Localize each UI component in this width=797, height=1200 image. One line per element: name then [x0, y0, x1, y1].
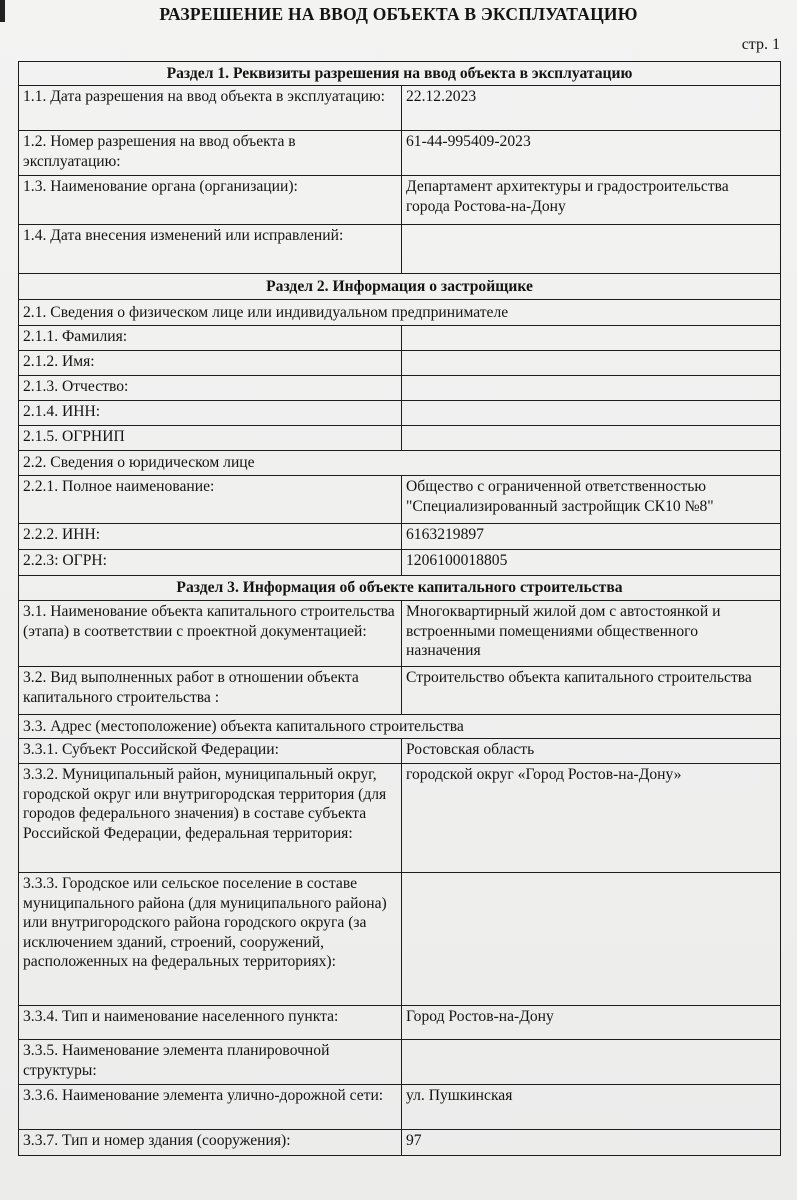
field-value: Общество с ограниченной ответственностью "Специализированный застройщик СК10 №8": [402, 476, 781, 524]
field-value: 22.12.2023: [402, 86, 781, 131]
field-value: [402, 426, 781, 451]
form-row: [19, 376, 781, 401]
field-label: 1.1. Дата разрешения на ввод объекта в эксплуатацию:: [19, 86, 402, 131]
document-title: РАЗРЕШЕНИЕ НА ВВОД ОБЪЕКТА В ЭКСПЛУАТАЦИЮ: [159, 4, 638, 24]
subsection-label: 3.3. Адрес (местоположение) объекта капитального строительства: [19, 715, 781, 739]
field-value: [402, 351, 781, 376]
field-label: 3.3.1. Субъект Российской Федерации:: [19, 739, 402, 764]
form-row: [19, 451, 781, 476]
page-number: стр. 1: [741, 36, 780, 53]
form-row: [19, 601, 781, 667]
field-label: 2.1.4. ИНН:: [19, 401, 402, 426]
field-value: Департамент архитектуры и градостроительства города Ростова-на-Дону: [402, 176, 781, 225]
field-value: ул. Пушкинская: [402, 1085, 781, 1130]
form-row: [19, 1085, 781, 1130]
form-row: [19, 873, 781, 1006]
form-row: [19, 401, 781, 426]
form-row: [19, 326, 781, 351]
field-value: Многоквартирный жилой дом с автостоянкой и встроенными помещениями общественного назначения: [402, 601, 781, 667]
field-label: 3.3.7. Тип и номер здания (сооружения):: [19, 1130, 402, 1156]
field-label: 2.1.5. ОГРНИП: [19, 426, 402, 451]
field-value: [402, 873, 781, 1006]
form-row: [19, 715, 781, 739]
field-label: 3.1. Наименование объекта капитального строительства (этапа) в соответствии с проектной документацией:: [19, 601, 402, 667]
field-value: Строительство объекта капитального строительства: [402, 667, 781, 715]
form-row: [19, 1006, 781, 1040]
form-row: [19, 476, 781, 524]
subsection-label: 2.2. Сведения о юридическом лице: [19, 451, 781, 476]
form-row: [19, 1040, 781, 1085]
field-value: 97: [402, 1130, 781, 1156]
form-row: [19, 1130, 781, 1156]
section-heading: Раздел 3. Информация об объекте капитального строительства: [19, 576, 781, 601]
form-row: [19, 524, 781, 550]
field-label: 2.1.3. Отчество:: [19, 376, 402, 401]
permit-form-table: [18, 61, 781, 1156]
section-heading: Раздел 2. Информация о застройщике: [19, 274, 781, 300]
form-row: [19, 764, 781, 873]
form-row: [19, 739, 781, 764]
form-row: [19, 176, 781, 225]
field-value: [402, 225, 781, 274]
field-label: 3.3.5. Наименование элемента планировочной структуры:: [19, 1040, 402, 1085]
field-value: 61-44-995409-2023: [402, 131, 781, 176]
field-label: 2.2.1. Полное наименование:: [19, 476, 402, 524]
field-value: [402, 326, 781, 351]
field-value: 6163219897: [402, 524, 781, 550]
field-label: 2.1.1. Фамилия:: [19, 326, 402, 351]
section-3-header-row: [19, 576, 781, 601]
field-label: 2.2.2. ИНН:: [19, 524, 402, 550]
form-row: [19, 426, 781, 451]
field-label: 3.3.6. Наименование элемента улично-дорожной сети:: [19, 1085, 402, 1130]
field-value: [402, 1040, 781, 1085]
form-row: [19, 86, 781, 131]
field-label: 3.3.4. Тип и наименование населенного пункта:: [19, 1006, 402, 1040]
field-label: 2.1.2. Имя:: [19, 351, 402, 376]
section-heading: Раздел 1. Реквизиты разрешения на ввод объекта в эксплуатацию: [19, 62, 781, 86]
field-label: 1.4. Дата внесения изменений или исправлений:: [19, 225, 402, 274]
field-label: 3.3.3. Городское или сельское поселение в составе муниципального района (для муниципального района) или внутригородского района городского округа (за исключением зданий, строений, сооружений, расположенных на федеральных территориях):: [19, 873, 402, 1006]
field-value: 1206100018805: [402, 550, 781, 576]
section-2-header-row: [19, 274, 781, 300]
form-row: [19, 131, 781, 176]
field-label: 3.2. Вид выполненных работ в отношении объекта капитального строительства :: [19, 667, 402, 715]
form-row: [19, 300, 781, 326]
form-row: [19, 550, 781, 576]
field-value: [402, 376, 781, 401]
field-value: [402, 401, 781, 426]
field-label: 3.3.2. Муниципальный район, муниципальный округ, городской округ или внутригородская территория (для городов федерального значения) в составе субъекта Российской Федерации, федеральная территория:: [19, 764, 402, 873]
field-label: 1.3. Наименование органа (организации):: [19, 176, 402, 225]
field-label: 2.2.3: ОГРН:: [19, 550, 402, 576]
field-value: Город Ростов-на-Дону: [402, 1006, 781, 1040]
field-value: городской округ «Город Ростов-на-Дону»: [402, 764, 781, 873]
form-row: [19, 667, 781, 715]
section-1-header-row: [19, 62, 781, 86]
form-row: [19, 351, 781, 376]
field-value: Ростовская область: [402, 739, 781, 764]
form-row: [19, 225, 781, 274]
subsection-label: 2.1. Сведения о физическом лице или индивидуальном предпринимателе: [19, 300, 781, 326]
field-label: 1.2. Номер разрешения на ввод объекта в эксплуатацию:: [19, 131, 402, 176]
